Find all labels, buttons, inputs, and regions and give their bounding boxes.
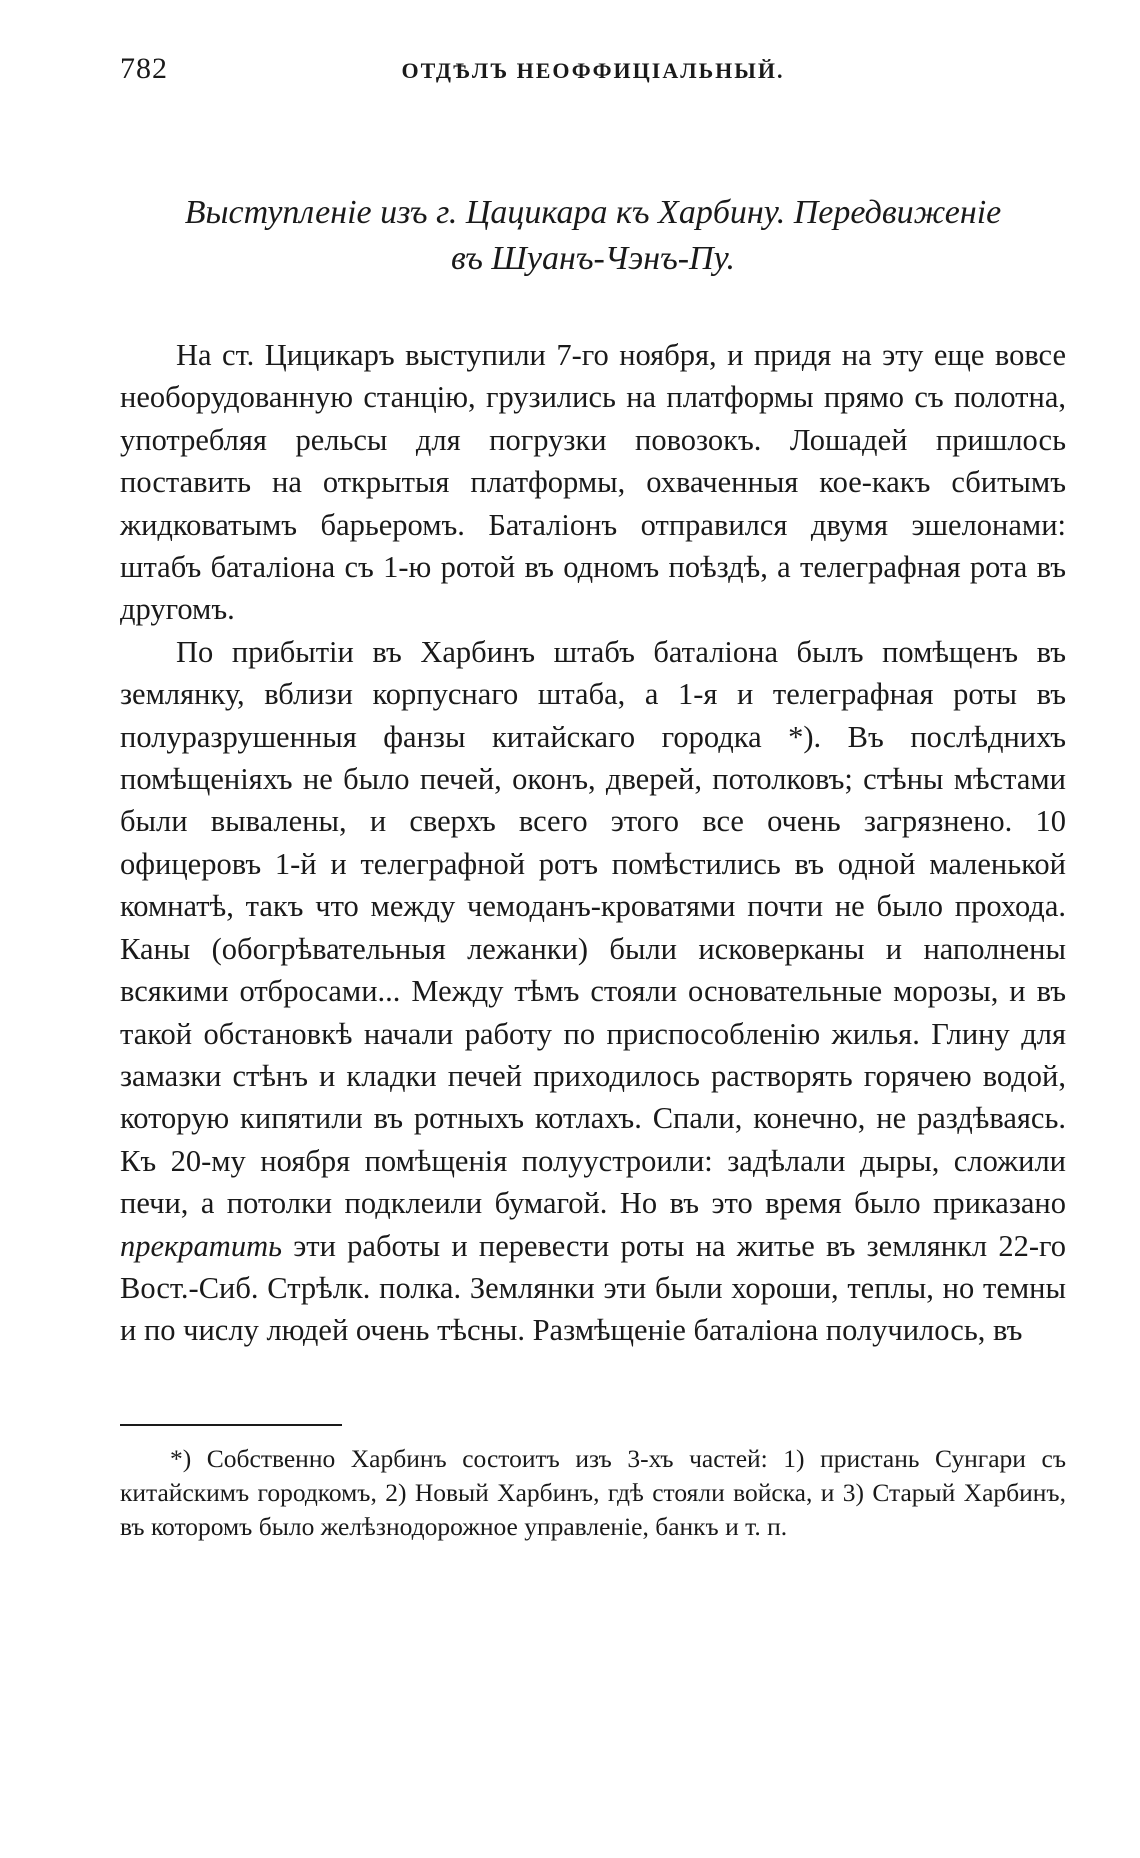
paragraph-1: На ст. Цицикаръ выступили 7-го ноября, и придя на эту еще вовсе необорудованную станцію, грузились на платформы прямо съ полотна, употребляя рельсы для погрузки повозокъ. Лошадей пришлось поставить на открытыя платформы, охваченныя кое-какъ сбитымъ жидковатымъ барьеромъ. Баталіонъ отправился двумя эшелонами: штабъ баталіона съ 1-ю ротой въ одномъ поѣздѣ, а телеграфная рота въ другомъ. (120, 338, 1066, 627)
section-heading (120, 190, 1066, 282)
footnote: *) Собственно Харбинъ состоитъ изъ 3-хъ частей: 1) пристань Сунгари съ китайскимъ городкомъ, 2) Новый Харбинъ, гдѣ стояли войска, и 3) Старый Харбинъ, въ которомъ было желѣзнодорожное управленіе, банкъ и т. п. (120, 1443, 1066, 1541)
paragraph-2 (120, 631, 1066, 1352)
body-text (120, 334, 1066, 1352)
section-heading-line-2: въ Шуанъ-Чэнъ-Пу. (450, 240, 736, 277)
section-heading-line-1: Выступленіе изъ г. Цацикара къ Харбину. Передвиженіе (184, 194, 1002, 231)
running-title: ОТДѢЛЪ НЕОФФИЦІАЛЬНЫЙ. (401, 58, 785, 83)
page (120, 40, 1066, 1544)
footnote-divider (120, 1424, 342, 1426)
paragraph-2-part-1: По прибытіи въ Харбинъ штабъ баталіона былъ помѣщенъ въ землянку, вблизи корпуснаго штаба, а 1-я и телеграфная роты въ полуразрушенныя фанзы китайскаго городка *). Въ послѣднихъ помѣщеніяхъ не было печей, оконъ, дверей, потолковъ; стѣны мѣстами были вывалены, и сверхъ всего этого все очень загрязнено. 10 офицеровъ 1-й и телеграфной ротъ помѣстились въ одной маленькой комнатѣ, такъ что между чемоданъ-кроватями почти не было прохода. Каны (обогрѣвательныя лежанки) были исковерканы и наполнены всякими отбросами... Между тѣмъ стояли основательные морозы, и въ такой обстановкѣ начали работу по приспособленію жилья. Глину для замазки стѣнъ и кладки печей приходилось растворять горячею водой, которую кипятили въ ротныхъ котлахъ. Спали, конечно, не раздѣваясь. Къ 20-му ноября помѣщенія полуустроили: задѣлали дыры, сложили печи, а потолки подклеили бумагой. Но въ это время было приказано (120, 634, 1066, 1221)
paragraph-2-part-2: эти работы и перевести роты на житье въ землянкл 22-го Вост.-Сиб. Стрѣлк. полка. Землянки эти были хороши, теплы, но темны и по числу людей очень тѣсны. Размѣщеніе баталіона получилось, въ (120, 1228, 1066, 1348)
emphasized-word: прекратить (120, 1228, 282, 1263)
running-head (120, 40, 1066, 100)
page-number: 782 (120, 52, 168, 85)
